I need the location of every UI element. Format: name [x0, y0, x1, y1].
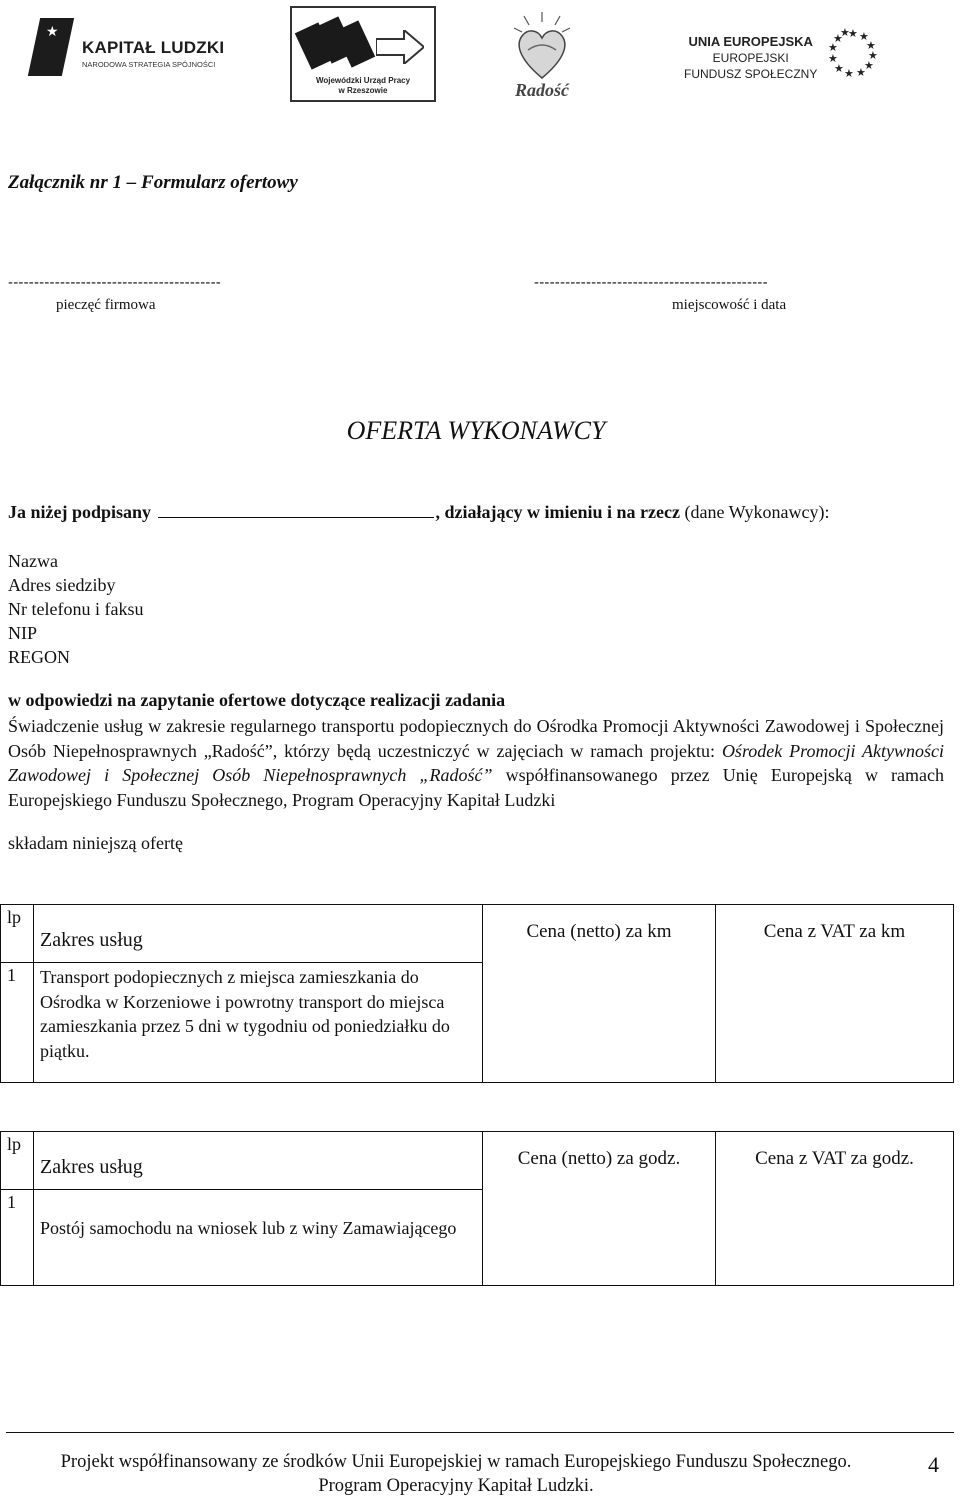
eu-efs-logo	[680, 26, 906, 86]
field-nip: NIP	[8, 623, 38, 643]
cell-net-price-km[interactable]	[483, 905, 716, 1083]
eu-stars-icon	[822, 26, 882, 82]
field-name: Nazwa	[8, 551, 58, 571]
footer-line2: Program Operacyjny Kapitał Ludzki.	[318, 1476, 594, 1496]
response-heading: w odpowiedzi na zapytanie ofertowe dotyczące realizacji zadania	[8, 690, 506, 710]
svg-text:★: ★	[834, 62, 844, 75]
contractor-fields	[8, 549, 143, 669]
svg-text:★: ★	[866, 39, 876, 52]
footer-line1: Projekt współfinansowany ze środków Unii Europejskiej w ramach Europejskiego Funduszu Społecznego.	[60, 1452, 852, 1472]
kapital-ludzki-logo-title: KAPITAŁ LUDZKI	[82, 38, 225, 57]
header-net-price-hour: Cena (netto) za godz.	[517, 1148, 681, 1169]
wup-logo-line2: w Rzeszowie	[338, 86, 388, 95]
radosc-logo	[508, 10, 576, 106]
row-description: Postój samochodu na wniosek lub z winy Zamawiającego	[34, 1190, 483, 1286]
wup-cards-icon	[300, 14, 426, 74]
task-description-part2: współfinansowanego przez Unię Europejską w ramach Europejskiego Funduszu Społecznego, Program Operacyjny Kapitał Ludzki	[8, 765, 945, 810]
task-description-part1: Świadczenie usług w zakresie regularnego transportu podopiecznych do Ośrodka Promocji Aktywności Zawodowej i Społecznej Osób Niepełnosprawnych „Radość”, którzy będą uczestniczyć w zajęciach w ramach projektu:	[8, 716, 944, 761]
price-table-km	[0, 904, 954, 1083]
header-scope: Zakres usług	[34, 905, 483, 963]
cell-vat-price-hour[interactable]	[716, 1132, 954, 1286]
stamp-dashed-line: -----------------------------------------	[8, 274, 221, 291]
declaration-end: (dane Wykonawcy):	[680, 502, 830, 522]
page-number: 4	[928, 1452, 939, 1477]
cell-vat-price-km[interactable]	[716, 905, 954, 1083]
task-description	[8, 714, 944, 812]
declaration-start: Ja niżej podpisany	[8, 502, 152, 522]
annex-title: Załącznik nr 1 – Formularz ofertowy	[8, 172, 298, 193]
svg-text:★: ★	[856, 66, 866, 79]
header-scope: Zakres usług	[34, 1132, 483, 1190]
table-header-row	[1, 905, 954, 963]
header-vat-price-hour: Cena z VAT za godz.	[755, 1148, 914, 1169]
date-dashed-line: ---------------------------------------------	[534, 274, 768, 291]
kapital-ludzki-logo-subtitle: NARODOWA STRATEGIA SPÓJNOŚCI	[82, 60, 216, 69]
svg-text:★: ★	[848, 27, 858, 40]
kapital-ludzki-logo	[30, 16, 225, 86]
declaration-line	[8, 502, 830, 523]
svg-text:★: ★	[864, 59, 874, 72]
field-phone-fax: Nr telefonu i faksu	[8, 599, 144, 619]
arrow-right-icon	[376, 30, 424, 64]
star-icon: ★	[46, 25, 59, 40]
svg-text:★: ★	[833, 32, 843, 45]
project-name: Ośrodek Promocji Aktywności Zawodowej i Społecznej Osób Niepełnosprawnych „Radość”	[8, 740, 944, 785]
table-header-row	[1, 1132, 954, 1190]
field-address: Adres siedziby	[8, 575, 116, 595]
row-number: 1	[1, 963, 34, 1083]
eu-logo-line1: UNIA EUROPEJSKA	[688, 34, 813, 49]
eu-logo-line2: EUROPEJSKI	[712, 51, 789, 65]
row-description: Transport podopiecznych z miejsca zamieszkania do Ośrodka w Korzeniowe i powrotny transport do miejsca zamieszkania przez 5 dni w tygodniu od poniedziałku do piątku.	[34, 963, 483, 1083]
name-blank-line[interactable]	[158, 503, 434, 518]
wup-rzeszow-logo	[290, 6, 436, 102]
footer-divider	[6, 1432, 954, 1433]
header-lp: lp	[1, 905, 34, 963]
place-date-caption: miejscowość i data	[672, 297, 787, 313]
header-lp: lp	[1, 1132, 34, 1190]
header-vat-price-km: Cena z VAT za km	[763, 921, 906, 942]
header-net-price-km: Cena (netto) za km	[526, 921, 672, 942]
svg-text:★: ★	[859, 30, 869, 43]
eu-logo-line3: FUNDUSZ SPOŁECZNY	[684, 67, 818, 81]
offer-title: OFERTA WYKONAWCY	[346, 416, 606, 445]
svg-text:★: ★	[828, 41, 838, 54]
radosc-logo-word: Radość	[515, 80, 569, 100]
stamp-caption: pieczęć firmowa	[56, 297, 156, 313]
wup-logo-line1: Wojewódzki Urząd Pracy	[315, 76, 411, 85]
cell-net-price-hour[interactable]	[483, 1132, 716, 1286]
svg-text:★: ★	[828, 52, 838, 65]
row-number: 1	[1, 1190, 34, 1286]
footer-text	[6, 1450, 906, 1498]
svg-text:★: ★	[844, 67, 854, 80]
heart-sun-icon	[508, 10, 576, 82]
svg-text:★: ★	[868, 49, 878, 62]
submit-line: składam niniejszą ofertę	[8, 833, 183, 853]
declaration-middle: , działający w imieniu i na rzecz	[435, 502, 680, 522]
field-regon: REGON	[8, 647, 70, 667]
price-table-hour	[0, 1131, 954, 1286]
svg-text:★: ★	[840, 26, 850, 39]
